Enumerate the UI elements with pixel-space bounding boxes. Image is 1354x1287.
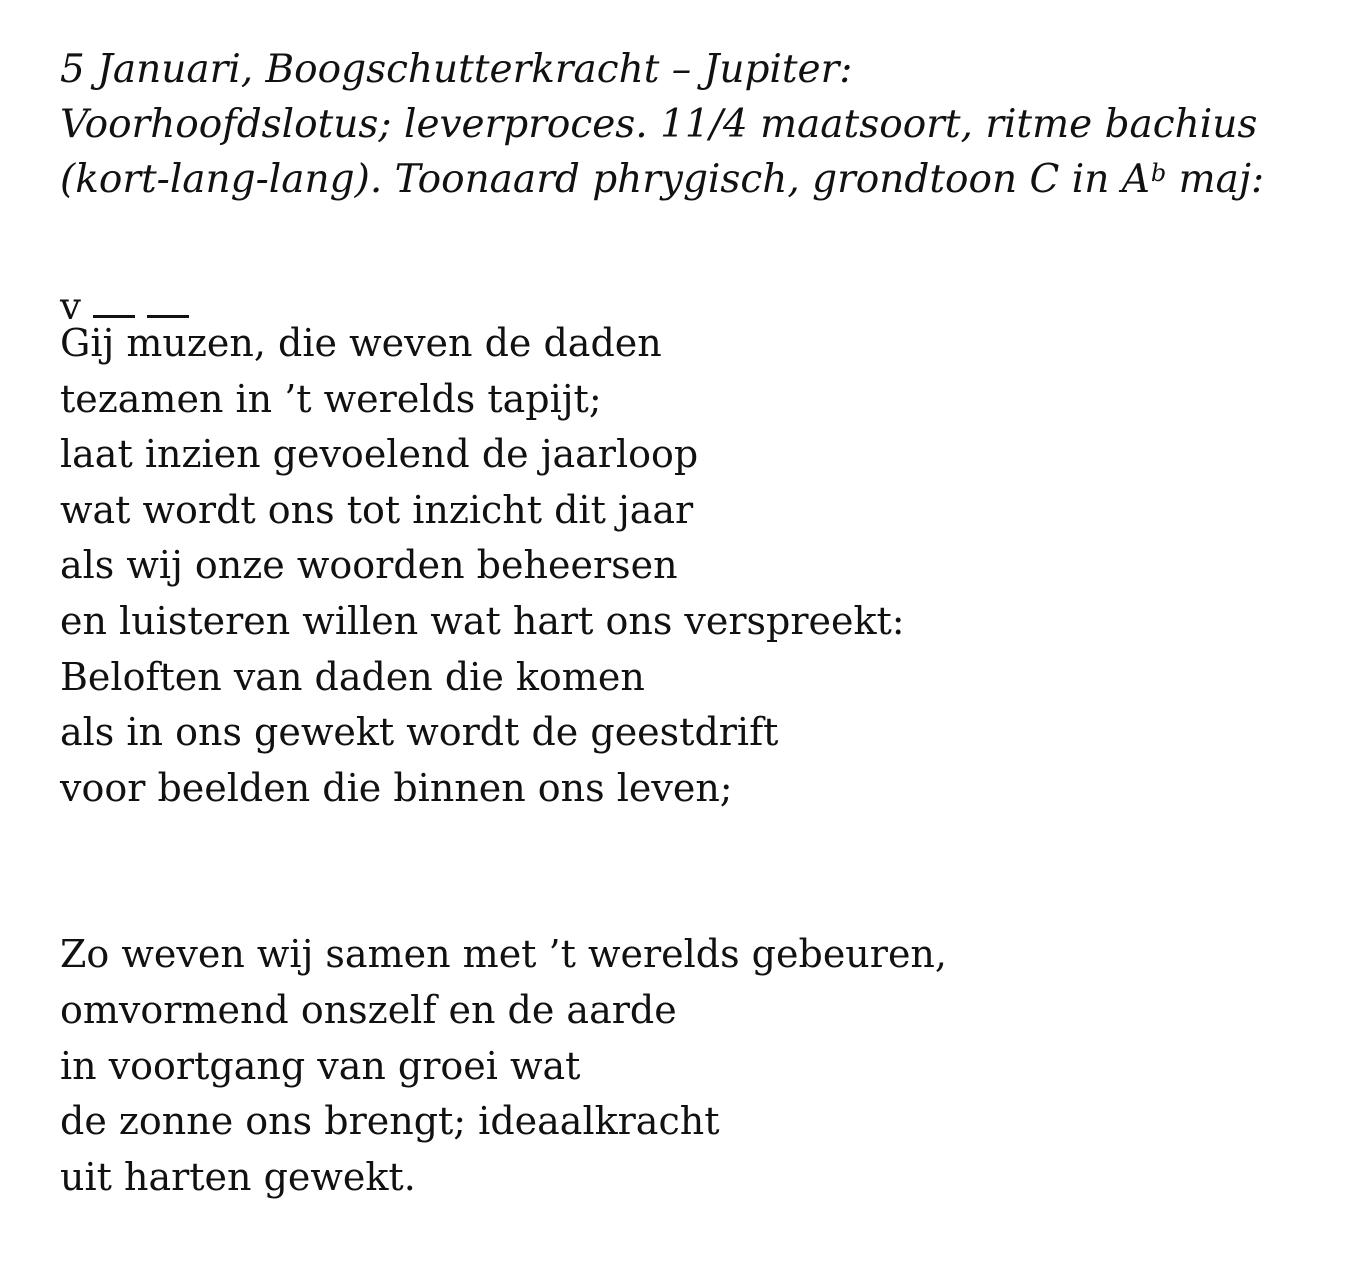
- verse-line: de zonne ons brengt; ideaalkracht: [60, 1099, 720, 1144]
- verse-line: laat inzien gevoelend de jaarloop: [60, 432, 699, 477]
- header-key-line: [60, 152, 1330, 207]
- meter-notation: [60, 285, 1330, 328]
- meter-long-mark-1: [93, 315, 135, 318]
- verse-line: voor beelden die binnen ons leven;: [60, 765, 733, 810]
- verse-line: tezamen in ’t werelds tapijt;: [60, 376, 602, 421]
- header-process-line: Voorhoofdslotus; leverproces. 11/4 maatsoort, ritme bachius: [60, 102, 1258, 147]
- verse-line: in voortgang van groei wat: [60, 1043, 581, 1088]
- verse-line: Zo weven wij samen met ’t werelds gebeuren,: [60, 932, 947, 977]
- poem-header: [60, 42, 1330, 207]
- verse-line: Gij muzen, die weven de daden: [60, 321, 662, 365]
- verse-line: Beloften van daden die komen: [60, 654, 645, 699]
- stanza-1: [60, 316, 1330, 816]
- stanza-2: [60, 927, 1330, 1205]
- verse-line: wat wordt ons tot inzicht dit jaar: [60, 487, 694, 532]
- verse-line: uit harten gewekt.: [60, 1154, 416, 1199]
- verse-line: omvormend onszelf en de aarde: [60, 987, 677, 1032]
- verse-line: als in ons gewekt wordt de geestdrift: [60, 710, 779, 755]
- flat-superscript: b: [1150, 159, 1167, 187]
- header-key-suffix: maj:: [1166, 157, 1265, 202]
- header-date-line: 5 Januari, Boogschutterkracht – Jupiter:: [60, 47, 853, 92]
- poem-page: [60, 42, 1330, 1205]
- verse-line: en luisteren willen wat hart ons verspreekt:: [60, 598, 905, 643]
- meter-short-mark: v: [60, 285, 81, 328]
- header-key-text: (kort-lang-lang). Toonaard phrygisch, grondtoon C in A: [60, 157, 1150, 202]
- verse-line: als wij onze woorden beheersen: [60, 543, 678, 588]
- meter-long-mark-2: [147, 315, 189, 318]
